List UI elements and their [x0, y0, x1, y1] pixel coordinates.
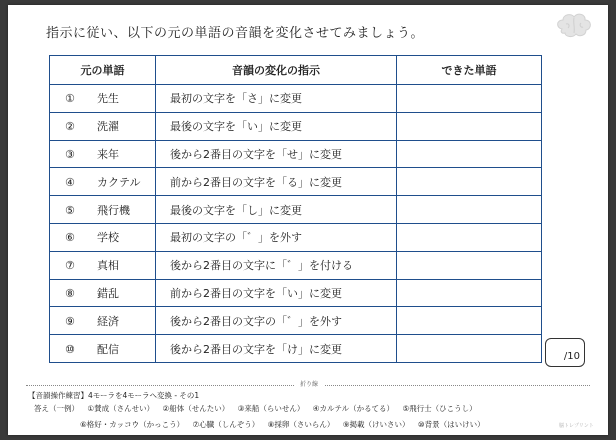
original-word-cell: [50, 251, 156, 279]
answer-cell[interactable]: [397, 335, 542, 363]
item-number: ⑧: [65, 286, 75, 300]
original-word-cell: [50, 196, 156, 224]
instruction-title: 指示に従い、以下の元の単語の音韻を変化させてみましょう。: [46, 26, 425, 41]
original-word: 来年: [97, 147, 119, 161]
brand-label: 脳トレプリント: [559, 423, 594, 429]
answer-example: ⑦心臓（しんぞう）: [192, 420, 260, 429]
original-word-cell: [50, 335, 156, 363]
footer-heading: 【音韻操作練習】4モーラを4モーラへ変換 - その1: [28, 391, 200, 400]
original-word-cell: [50, 279, 156, 307]
answers-line-1: [34, 403, 483, 414]
instruction-cell: 後から2番目の文字の「゛」を外す: [156, 307, 397, 335]
table-row: [50, 196, 542, 224]
header-original-word: 元の単語: [50, 56, 156, 85]
answer-cell[interactable]: [397, 85, 542, 113]
score-total: /10: [563, 351, 580, 362]
table-row: [50, 85, 542, 113]
answer-example: ④カルテル（かるてる）: [312, 404, 395, 413]
instruction-cell: 前から2番目の文字を「る」に変更: [156, 168, 397, 196]
original-word-cell: [50, 85, 156, 113]
answer-cell[interactable]: [397, 112, 542, 140]
table-row: [50, 335, 542, 363]
item-number: ⑥: [65, 231, 75, 245]
instruction-cell: 最初の文字の「゛」を外す: [156, 223, 397, 251]
answer-example: ③来船（らいせん）: [237, 404, 305, 413]
answer-example: ⑤飛行士（ひこうし）: [402, 404, 477, 413]
original-word-cell: [50, 168, 156, 196]
answer-example: ⑥格好・カッコウ（かっこう）: [80, 420, 185, 429]
answer-example: ⑨掲載（けいさい）: [342, 420, 410, 429]
original-word: 経済: [97, 314, 119, 328]
item-number: ⑦: [65, 259, 75, 273]
original-word: 学校: [97, 231, 119, 245]
brain-icon: [554, 11, 594, 41]
answer-example: ⑩背景（はいけい）: [417, 420, 485, 429]
item-number: ⑩: [65, 342, 75, 356]
exercise-table: [49, 55, 542, 363]
original-word: 洗濯: [97, 120, 119, 134]
header-result-word: できた単語: [397, 56, 542, 85]
answer-cell[interactable]: [397, 223, 542, 251]
item-number: ③: [65, 147, 75, 161]
answer-cell[interactable]: [397, 140, 542, 168]
original-word: 錯乱: [97, 286, 119, 300]
answer-example: ⑧採卵（さいらん）: [267, 420, 335, 429]
item-number: ⑨: [65, 314, 75, 328]
item-number: ①: [65, 92, 75, 106]
original-word-cell: [50, 140, 156, 168]
fold-line-label: 折り線: [294, 379, 324, 388]
instruction-cell: 後から2番目の文字を「せ」に変更: [156, 140, 397, 168]
worksheet-page: [8, 5, 608, 435]
table-header-row: [50, 56, 542, 85]
original-word: 真相: [97, 259, 119, 273]
original-word: 先生: [97, 92, 119, 106]
original-word: 飛行機: [97, 203, 130, 217]
instruction-cell: 最後の文字を「し」に変更: [156, 196, 397, 224]
instruction-cell: 前から2番目の文字を「い」に変更: [156, 279, 397, 307]
item-number: ④: [65, 175, 75, 189]
original-word-cell: [50, 307, 156, 335]
original-word: 配信: [97, 342, 119, 356]
score-box[interactable]: [545, 338, 585, 367]
table-row: [50, 168, 542, 196]
answer-cell[interactable]: [397, 196, 542, 224]
answer-cell[interactable]: [397, 307, 542, 335]
answer-cell[interactable]: [397, 251, 542, 279]
header-instruction: 音韻の変化の指示: [156, 56, 397, 85]
original-word-cell: [50, 223, 156, 251]
instruction-cell: 後から2番目の文字に「゛」を付ける: [156, 251, 397, 279]
item-number: ②: [65, 120, 75, 134]
table-row: [50, 140, 542, 168]
table-row: [50, 223, 542, 251]
table-row: [50, 307, 542, 335]
table-row: [50, 279, 542, 307]
instruction-cell: 最初の文字を「さ」に変更: [156, 85, 397, 113]
original-word: カクテル: [97, 175, 141, 189]
answer-example: ①賛成（さんせい）: [87, 404, 155, 413]
answers-line-2: [80, 419, 491, 430]
original-word-cell: [50, 112, 156, 140]
table-row: [50, 251, 542, 279]
table-row: [50, 112, 542, 140]
instruction-cell: 後から2番目の文字を「け」に変更: [156, 335, 397, 363]
answer-example: ②船体（せんたい）: [162, 404, 230, 413]
answer-cell[interactable]: [397, 168, 542, 196]
answer-cell[interactable]: [397, 279, 542, 307]
instruction-cell: 最後の文字を「い」に変更: [156, 112, 397, 140]
item-number: ⑤: [65, 203, 75, 217]
answers-label: 答え（一例）: [34, 404, 79, 413]
